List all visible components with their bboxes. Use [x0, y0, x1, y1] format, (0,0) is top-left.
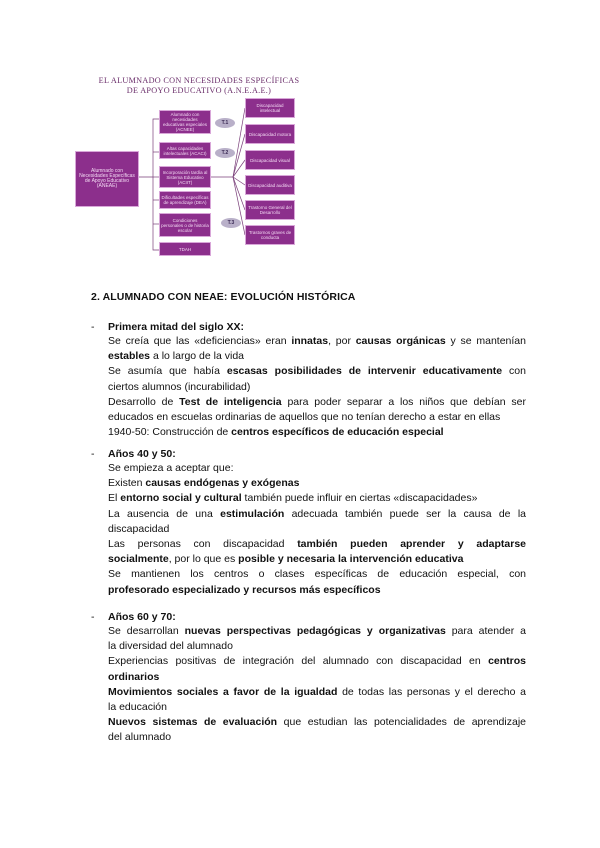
- section-title: Años 40 y 50:: [108, 448, 176, 460]
- subtype-box-visual: Discapacidad visual: [245, 150, 295, 170]
- subtype-box-tgd: Trastorno General del Desarrollo: [245, 200, 295, 220]
- paragraph-line: [108, 700, 526, 714]
- paragraph-line: [108, 552, 526, 566]
- paragraph-line: [108, 491, 526, 505]
- paragraph-line: [108, 425, 526, 439]
- bold-text: socialmente: [108, 553, 169, 566]
- bold-text: centros específicos de educación especial: [231, 426, 444, 439]
- paragraph-line: [108, 349, 526, 363]
- diagram-title-line2: DE APOYO EDUCATIVO (A.N.E.A.E.): [126, 86, 272, 95]
- text-span: El: [108, 492, 121, 505]
- text-span: con: [502, 365, 526, 378]
- bold-text: ordinarios: [108, 670, 160, 683]
- text-span: a lo largo de la vida: [150, 350, 245, 363]
- paragraph-line: [108, 380, 526, 394]
- bold-text: escasas posibilidades de intervenir educativamente: [226, 365, 503, 378]
- paragraph-line: [108, 670, 526, 684]
- text-span: ciertos alumnos (incurabilidad): [108, 380, 251, 393]
- text-span: Se creía que las «deficiencias» eran: [108, 335, 292, 347]
- paragraph-line: [108, 567, 526, 581]
- bold-text: estimulación: [220, 507, 285, 520]
- text-span: Se empieza a aceptar que:: [108, 462, 234, 474]
- aneae-diagram: [73, 72, 311, 258]
- text-span: también puede influir en ciertas «discapacidades»: [241, 492, 478, 505]
- text-span: La ausencia de una: [108, 507, 221, 520]
- tag-t1: T.1: [215, 118, 235, 128]
- bold-text: causas orgánicas: [355, 335, 446, 347]
- category-box-tdah: TDAH: [159, 242, 211, 256]
- paragraph-line: [108, 715, 526, 729]
- text-span: del alumnado: [108, 731, 172, 744]
- text-span: Se asumía que había: [108, 365, 227, 378]
- section-title: Primera mitad del siglo XX:: [108, 321, 244, 333]
- bold-text: también pueden aprender y adaptarse: [297, 538, 526, 550]
- bold-text: posible y necesaria la intervención educativa: [238, 553, 464, 566]
- subtype-box-intelectual: Discapacidad intelectual: [245, 98, 295, 118]
- category-box-incorporacion-tardia: Incorporación tardía al Sistema Educativo (ACIIT): [159, 166, 211, 188]
- aneae-center-box: Alumnado con Necesidades Específicas de Apoyo Educativo (ANEAE): [75, 151, 139, 207]
- section-title: Años 60 y 70:: [108, 611, 176, 623]
- text-span: Se mantienen los centros o clases específicas de educación especial, con: [108, 568, 526, 581]
- bold-text: nuevas perspectivas pedagógicas y organizativas: [184, 625, 446, 637]
- paragraph-line: [108, 537, 526, 551]
- paragraph-line: [108, 522, 526, 536]
- text-span: discapacidad: [108, 522, 170, 535]
- category-box-condiciones-personales: Condiciones personales o de historia escolar: [159, 213, 211, 237]
- text-span: la educación: [108, 701, 167, 713]
- text-span: que estudian las potencialidades de aprendizaje: [277, 716, 526, 729]
- paragraph-line: [108, 730, 526, 744]
- bold-text: centros: [488, 655, 526, 668]
- text-span: Desarrollo de: [108, 395, 180, 408]
- subtype-box-motora: Discapacidad motora: [245, 124, 295, 144]
- bold-text: causas endógenas y exógenas: [145, 477, 300, 490]
- subtype-box-conducta: Trastornos graves de conducta: [245, 225, 295, 245]
- section-bullet: -: [91, 611, 95, 623]
- section-bullet: -: [91, 321, 95, 333]
- paragraph-line: [108, 639, 526, 653]
- section-bullet: -: [91, 448, 95, 460]
- bold-text: Movimientos sociales a favor de la igualdad: [108, 685, 338, 698]
- text-span: educados en escuelas ordinarias de aquellos que no tenían derecho a estar en ellas: [108, 411, 501, 423]
- subtype-box-auditiva: Discapacidad auditiva: [245, 175, 295, 195]
- text-span: Las personas con discapacidad: [108, 538, 298, 550]
- text-span: 1940-50: Construcción de: [108, 426, 232, 439]
- paragraph-line: [108, 654, 526, 668]
- text-span: de todas las personas y el derecho a: [337, 685, 526, 698]
- paragraph-line: [108, 410, 526, 424]
- text-span: y se mantenían: [445, 335, 526, 347]
- category-box-dea: Dificultades específicas de aprendizaje (DEA): [159, 191, 211, 209]
- text-span: , por lo que es: [168, 553, 239, 566]
- bold-text: estables: [108, 350, 151, 363]
- paragraph-line: [108, 461, 526, 475]
- tag-t3: T.3: [221, 218, 241, 228]
- diagram-title-line1: EL ALUMNADO CON NECESIDADES ESPECÍFICAS: [98, 76, 300, 85]
- paragraph-line: [108, 395, 526, 409]
- category-box-altas-capacidades: Altas capacidades intelectuales (ACACI): [159, 142, 211, 159]
- section-heading: 2. ALUMNADO CON NEAE: EVOLUCIÓN HISTÓRICA: [91, 291, 356, 303]
- paragraph-line: [108, 583, 526, 597]
- bold-text: Nuevos sistemas de evaluación: [108, 716, 278, 729]
- bold-text: innatas: [291, 335, 329, 347]
- bold-text: Test de inteligencia: [179, 395, 282, 408]
- text-span: para poder separar a los niños que debían ser: [281, 395, 526, 408]
- category-box-acnee: Alumnado con necesidades educativas especiales (ACNEE): [159, 110, 211, 134]
- paragraph-line: [108, 507, 526, 521]
- text-span: adecuada también puede ser la causa de la: [284, 507, 526, 520]
- paragraph-line: [108, 685, 526, 699]
- text-span: para atender a: [445, 625, 526, 637]
- paragraph-line: [108, 334, 526, 348]
- bold-text: entorno social y cultural: [120, 492, 242, 505]
- text-span: Experiencias positivas de integración del alumnado con discapacidad en: [108, 655, 489, 668]
- paragraph-line: [108, 624, 526, 638]
- bold-text: profesorado especializado y recursos más específicos: [108, 583, 381, 596]
- paragraph-line: [108, 364, 526, 378]
- text-span: Se desarrollan: [108, 625, 185, 637]
- paragraph-line: [108, 476, 526, 490]
- text-span: la diversidad del alumnado: [108, 640, 233, 653]
- tag-t2: T.2: [215, 148, 235, 158]
- text-span: Existen: [108, 477, 146, 490]
- text-span: , por: [328, 335, 356, 347]
- diagram-title: [89, 76, 309, 96]
